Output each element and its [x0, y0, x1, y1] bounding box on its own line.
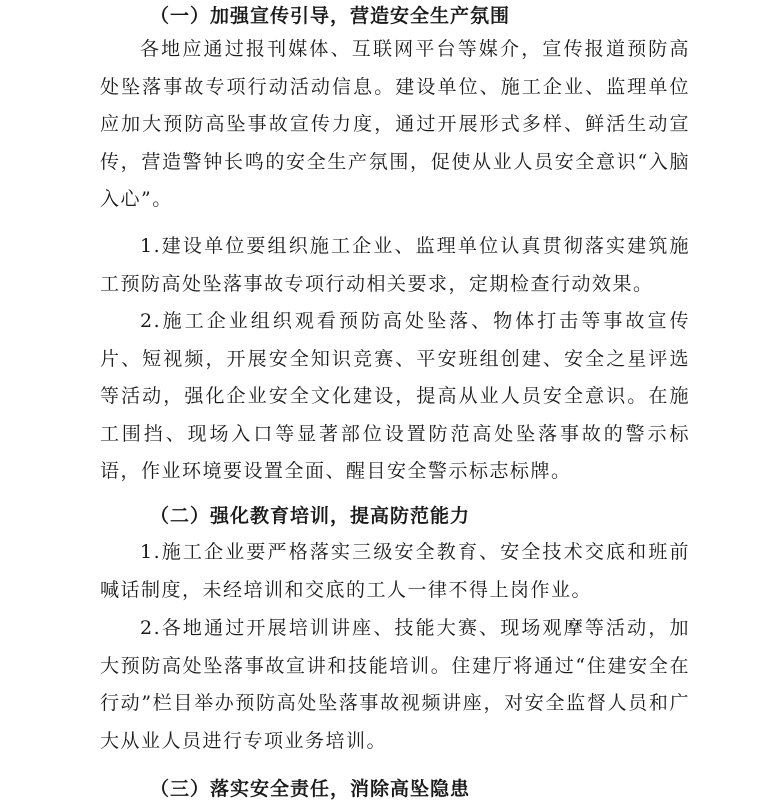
section-1-paragraph-item-2: 2.施工企业组织观看预防高处坠落、物体打击等事故宣传片、短视频，开展安全知识竞赛、平安班组创建、安全之星评选等活动，强化企业安全文化建设，提高从业人员安全意识。在施工围挡、现场入口等显著部位设置防范高处坠落事故的警示标语，作业环境要设置全面、醒目安全警示标志标牌。: [100, 310, 690, 482]
section-heading-2: （二）强化教育培训，提高防范能力: [150, 505, 471, 527]
section-2-paragraph-item-2: 2.各地通过开展培训讲座、技能大赛、现场观摩等活动，加大预防高处坠落事故宣讲和技能培训。住建厅将通过“住建安全在行动”栏目举办预防高处坠落事故视频讲座，对安全监督人员和广大从业人员进行专项业务培训。: [100, 617, 690, 752]
section-1-paragraph-item-1: 1.建设单位要组织施工企业、监理单位认真贯彻落实建筑施工预防高处坠落事故专项行动相关要求，定期检查行动效果。: [100, 235, 690, 295]
section-heading-3: （三）落实安全责任，消除高坠隐患: [150, 778, 471, 800]
section-1-paragraph-intro: 各地应通过报刊媒体、互联网平台等媒介，宣传报道预防高处坠落事故专项行动活动信息。建设单位、施工企业、监理单位应加大预防高坠事故宣传力度，通过开展形式多样、鲜活生动宣传，营造警钟长鸣的安全生产氛围，促使从业人员安全意识“入脑入心”。: [100, 38, 690, 210]
section-heading-1: （一）加强宣传引导，营造安全生产氛围: [150, 5, 511, 27]
section-2-paragraph-item-1: 1.施工企业要严格落实三级安全教育、安全技术交底和班前喊话制度，未经培训和交底的工人一律不得上岗作业。: [100, 541, 690, 601]
